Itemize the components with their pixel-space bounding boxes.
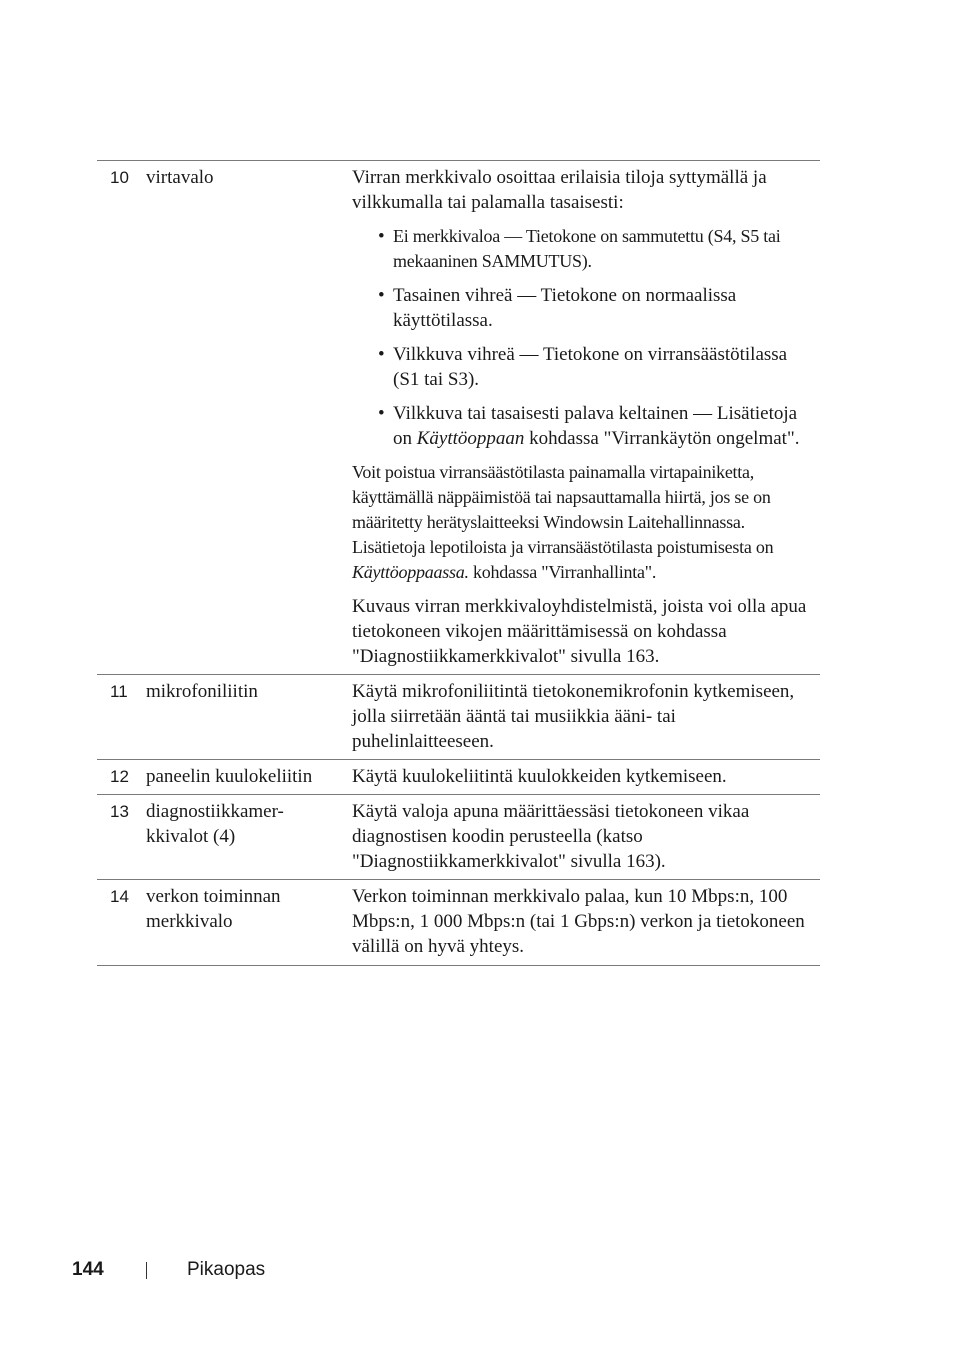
guide-reference: Käyttöoppaassa. <box>352 562 469 582</box>
component-name: paneelin kuulokeliitin <box>146 766 313 787</box>
list-item <box>352 401 818 451</box>
component-description: Käytä mikrofoniliitintä tietokonemikrofonin kytkemiseen, jolla siirretään ääntä tai musiikkia ääni- tai puhelinlaitteeseen. <box>352 681 795 752</box>
bullet-icon: • <box>378 403 385 424</box>
list-item <box>352 342 818 392</box>
row-number: 10 <box>110 168 129 187</box>
table-row <box>97 674 820 759</box>
component-name: virtavalo <box>146 167 214 188</box>
list-item-text: Tasainen vihreä — Tietokone on normaalissa käyttötilassa. <box>393 285 737 331</box>
bullet-icon: • <box>378 344 385 365</box>
footer-title: Pikaopas <box>187 1259 266 1280</box>
diagnostics-paragraph: Kuvaus virran merkkivaloyhdistelmistä, joista voi olla apua tietokoneen vikojen määrittämisessä on kohdassa "Diagnostiikkamerkkivalot" sivulla 163. <box>352 596 807 667</box>
bullet-icon: • <box>378 285 385 306</box>
component-description: Käytä kuulokeliitintä kuulokkeiden kytkemiseen. <box>352 766 727 787</box>
component-name: mikrofoniliitin <box>146 681 258 702</box>
footer-divider <box>146 1262 147 1279</box>
table-row <box>97 759 820 794</box>
row-number: 13 <box>110 802 129 821</box>
wake-text: Voit poistua virransäästötilasta painamalla virtapainiketta, käyttämällä näppäimistöä tai napsauttamalla hiirtä, jos se on määritetty herätyslaitteeksi Windowsin Laitehallinnassa. Lisätietoja lepotiloista ja virransäästötilasta poistumisesta on <box>352 462 774 557</box>
table-row <box>97 160 820 674</box>
table-row <box>97 794 820 879</box>
wake-text-end: kohdassa "Virranhallinta". <box>468 562 657 582</box>
page-number: 144 <box>72 1259 104 1280</box>
status-list <box>352 224 818 451</box>
table-row <box>97 879 820 966</box>
list-item-text-end: kohdassa "Virrankäytön ongelmat". <box>524 428 800 449</box>
row-number: 14 <box>110 887 129 906</box>
list-item-text: Vilkkuva vihreä — Tietokone on virransäästötilassa (S1 tai S3). <box>393 344 788 390</box>
bullet-icon: • <box>378 226 385 247</box>
row-number: 11 <box>110 682 128 701</box>
component-description <box>352 165 818 669</box>
list-item <box>352 283 818 333</box>
component-table <box>97 160 820 966</box>
list-item-text: Vilkkuva tai tasaisesti palava keltainen — Lisätietoja on <box>393 403 798 449</box>
component-name: verkon toiminnan merkkivalo <box>146 886 281 932</box>
list-item <box>352 224 818 274</box>
guide-reference: Käyttöoppaan <box>416 428 525 449</box>
wake-paragraph <box>352 460 818 585</box>
component-name: diagnostiikkamer-kkivalot (4) <box>146 801 284 847</box>
component-description: Käytä valoja apuna määrittäessäsi tietokoneen vikaa diagnostisen koodin perusteella (katso "Diagnostiikkamerkkivalot" sivulla 163). <box>352 801 750 872</box>
component-description: Verkon toiminnan merkkivalo palaa, kun 10 Mbps:n, 100 Mbps:n, 1 000 Mbps:n (tai 1 Gbps:n) verkon ja tietokoneen välillä on hyvä yhteys. <box>352 886 805 957</box>
list-item-text: Ei merkkivaloa — Tietokone on sammutettu (S4, S5 tai mekaaninen SAMMUTUS). <box>393 226 781 271</box>
description-intro: Virran merkkivalo osoittaa erilaisia tiloja syttymällä ja vilkkumalla tai palamalla tasaisesti: <box>352 167 767 213</box>
row-number: 12 <box>110 767 129 786</box>
